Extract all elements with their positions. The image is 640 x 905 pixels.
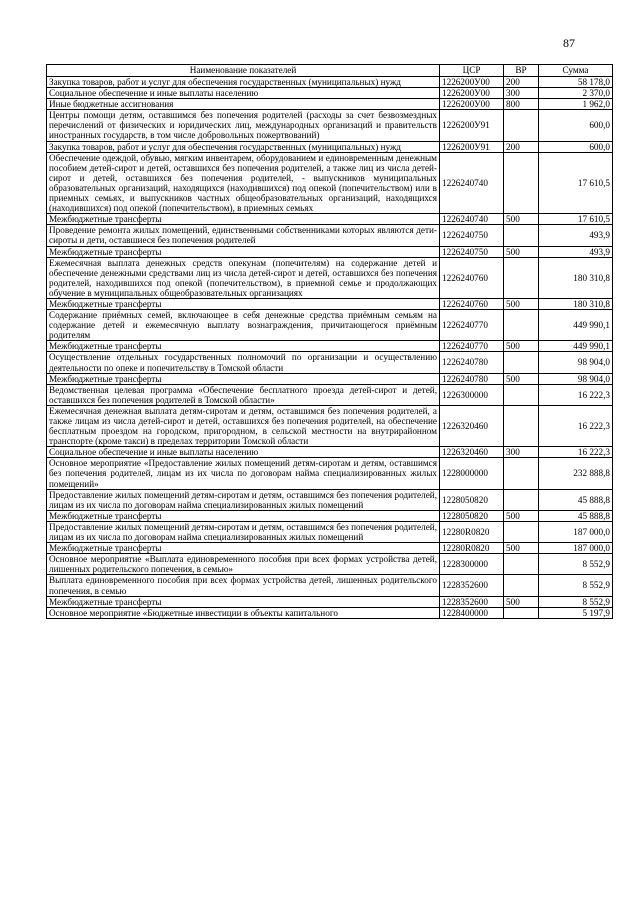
row-sum: 2 370,0 <box>539 88 613 99</box>
row-sum: 187 000,0 <box>539 543 613 554</box>
row-name: Межбюджетные трансферты <box>47 510 440 521</box>
row-vr: 500 <box>504 543 539 554</box>
row-sum: 17 610,5 <box>539 214 613 225</box>
row-sum: 45 888,8 <box>539 489 613 510</box>
row-vr <box>504 521 539 542</box>
table-row <box>47 298 613 309</box>
row-name: Межбюджетные трансферты <box>47 214 440 225</box>
row-name: Основное мероприятие «Выплата единовременного пособия при всех формах устройства детей, лишенных родительского попечения, в семью» <box>47 554 440 575</box>
row-sum: 16 222,3 <box>539 447 613 458</box>
row-name: Иные бюджетные ассигнования <box>47 99 440 110</box>
table-row <box>47 352 613 373</box>
row-name: Ежемесячная денежная выплата детям-сиротам и детям, оставшимся без попечения родителей, а также лицам из числа детей-сирот и детей, оставшихся без попечения родителей, на обеспечение бесплатным проездом на городском, пригородном, в сельской местности на внутрирайонном транспорте (кроме такси) в пределах территории Томской области <box>47 405 440 446</box>
row-sum: 45 888,8 <box>539 510 613 521</box>
row-sum: 187 000,0 <box>539 521 613 542</box>
row-csr: 1228050820 <box>440 489 504 510</box>
row-csr: 1226240760 <box>440 257 504 298</box>
table-row <box>47 88 613 99</box>
row-csr: 1226240780 <box>440 352 504 373</box>
row-vr: 800 <box>504 99 539 110</box>
row-csr: 1226200У91 <box>440 110 504 141</box>
row-sum: 58 178,0 <box>539 77 613 88</box>
table-row <box>47 405 613 446</box>
row-name: Закупка товаров, работ и услуг для обеспечения государственных (муниципальных) нужд <box>47 77 440 88</box>
table-row <box>47 341 613 352</box>
row-name: Межбюджетные трансферты <box>47 596 440 607</box>
row-csr: 1228300000 <box>440 554 504 575</box>
row-name: Межбюджетные трансферты <box>47 373 440 384</box>
row-name: Центры помощи детям, оставшимся без попечения родителей (расходы за счет безвозмездных перечислений от физических и юридических лиц, международных организаций и правительств иностранных государств, в том числе добровольных пожертвований) <box>47 110 440 141</box>
table-row <box>47 596 613 607</box>
row-vr <box>504 554 539 575</box>
table-row <box>47 141 613 152</box>
row-vr <box>504 310 539 341</box>
table-row <box>47 384 613 405</box>
row-sum: 98 904,0 <box>539 373 613 384</box>
table-row <box>47 214 613 225</box>
header-vr: ВР <box>504 65 539 77</box>
row-vr: 300 <box>504 88 539 99</box>
row-csr: 1226240740 <box>440 214 504 225</box>
row-vr: 500 <box>504 596 539 607</box>
table-row <box>47 310 613 341</box>
row-name: Межбюджетные трансферты <box>47 543 440 554</box>
table-row <box>47 225 613 246</box>
row-vr: 500 <box>504 298 539 309</box>
row-name: Социальное обеспечение и иные выплаты населению <box>47 88 440 99</box>
row-csr: 1226240760 <box>440 298 504 309</box>
row-sum: 16 222,3 <box>539 405 613 446</box>
row-csr: 12280R0820 <box>440 543 504 554</box>
row-vr: 200 <box>504 141 539 152</box>
row-sum: 5 197,9 <box>539 607 613 618</box>
row-csr: 1226240740 <box>440 152 504 214</box>
row-sum: 600,0 <box>539 110 613 141</box>
row-csr: 1226200У00 <box>440 77 504 88</box>
row-vr <box>504 352 539 373</box>
row-name: Предоставление жилых помещений детям-сиротам и детям, оставшимся без попечения родителей, лицам из их числа по договорам найма специализированных жилых помещений <box>47 489 440 510</box>
row-csr: 1226200У00 <box>440 99 504 110</box>
row-name: Выплата единовременного пособия при всех формах устройства детей, лишенных родительского попечения, в семью <box>47 575 440 596</box>
row-name: Обеспечение одеждой, обувью, мягким инвентарем, оборудованием и единовременным денежным пособием детей-сирот и детей, оставшихся без попечения родителей, а также лиц из числа детей-сирот и детей, оставшихся без попечения родителей, - выпускников муниципальных образовательных организаций, находящихся (находившихся) под опекой (попечительством) или в приемных семьях, и выпускников частных общеобразовательных организаций, находящихся (находившихся) под опекой (попечительством), в приемных семьях <box>47 152 440 214</box>
row-vr <box>504 489 539 510</box>
row-name: Проведение ремонта жилых помещений, единственными собственниками которых являются дети-сироты и дети, оставшиеся без попечения родителей <box>47 225 440 246</box>
row-vr: 300 <box>504 447 539 458</box>
table-row <box>47 257 613 298</box>
table-row <box>47 246 613 257</box>
table-row <box>47 607 613 618</box>
row-name: Межбюджетные трансферты <box>47 298 440 309</box>
row-sum: 17 610,5 <box>539 152 613 214</box>
row-name: Социальное обеспечение и иные выплаты населению <box>47 447 440 458</box>
table-row <box>47 447 613 458</box>
header-csr: ЦСР <box>440 65 504 77</box>
budget-table <box>46 64 613 619</box>
page-number: 87 <box>563 36 575 50</box>
table-row <box>47 110 613 141</box>
row-csr: 1226200У91 <box>440 141 504 152</box>
row-vr <box>504 152 539 214</box>
table-row <box>47 543 613 554</box>
row-sum: 98 904,0 <box>539 352 613 373</box>
row-name: Основное мероприятие «Предоставление жилых помещений детям-сиротам и детям, оставшимся без попечения родителей, лицам из их числа по договорам найма специализированных жилых помещений» <box>47 458 440 489</box>
header-sum: Сумма <box>539 65 613 77</box>
row-csr: 1226320460 <box>440 447 504 458</box>
table-body <box>47 77 613 619</box>
row-vr <box>504 405 539 446</box>
row-name: Закупка товаров, работ и услуг для обеспечения государственных (муниципальных) нужд <box>47 141 440 152</box>
table-row <box>47 575 613 596</box>
row-vr: 500 <box>504 341 539 352</box>
row-csr: 1226240770 <box>440 341 504 352</box>
row-name: Предоставление жилых помещений детям-сиротам и детям, оставшимся без попечения родителей, лицам из их числа по договорам найма специализированных жилых помещений <box>47 521 440 542</box>
table-row <box>47 521 613 542</box>
row-csr: 1228352600 <box>440 575 504 596</box>
row-name: Ежемесячная выплата денежных средств опекунам (попечителям) на содержание детей и обеспечение денежными средствами лиц из числа детей-сирот и детей, оставшихся без попечения родителей, находившихся под опекой (попечительством), в приемной семье и продолжающих обучение в муниципальных общеобразовательных организациях <box>47 257 440 298</box>
row-vr: 500 <box>504 510 539 521</box>
row-csr: 1226300000 <box>440 384 504 405</box>
row-sum: 8 552,9 <box>539 554 613 575</box>
row-vr <box>504 110 539 141</box>
row-csr: 1226320460 <box>440 405 504 446</box>
row-name: Межбюджетные трансферты <box>47 341 440 352</box>
row-csr: 1226240770 <box>440 310 504 341</box>
table-row <box>47 77 613 88</box>
row-sum: 16 222,3 <box>539 384 613 405</box>
row-name: Межбюджетные трансферты <box>47 246 440 257</box>
row-sum: 449 990,1 <box>539 310 613 341</box>
row-csr: 1226240780 <box>440 373 504 384</box>
row-vr: 500 <box>504 373 539 384</box>
table-row <box>47 373 613 384</box>
row-sum: 180 310,8 <box>539 298 613 309</box>
row-sum: 493,9 <box>539 246 613 257</box>
row-vr <box>504 575 539 596</box>
row-name: Основное мероприятие «Бюджетные инвестиции в объекты капитального <box>47 607 440 618</box>
row-sum: 8 552,9 <box>539 596 613 607</box>
row-csr: 1226200У00 <box>440 88 504 99</box>
row-vr: 500 <box>504 214 539 225</box>
row-vr <box>504 607 539 618</box>
row-name: Ведомственная целевая программа «Обеспечение бесплатного проезда детей-сирот и детей, оставшихся без попечения родителей в Томской области» <box>47 384 440 405</box>
row-csr: 1228050820 <box>440 510 504 521</box>
row-csr: 1228000000 <box>440 458 504 489</box>
row-sum: 1 962,0 <box>539 99 613 110</box>
row-sum: 232 888,8 <box>539 458 613 489</box>
row-sum: 180 310,8 <box>539 257 613 298</box>
row-sum: 449 990,1 <box>539 341 613 352</box>
row-csr: 1228400000 <box>440 607 504 618</box>
row-sum: 493,9 <box>539 225 613 246</box>
row-vr: 200 <box>504 77 539 88</box>
row-vr <box>504 225 539 246</box>
row-vr <box>504 257 539 298</box>
row-csr: 1228352600 <box>440 596 504 607</box>
header-name: Наименование показателей <box>47 65 440 77</box>
row-sum: 8 552,9 <box>539 575 613 596</box>
row-name: Содержание приёмных семей, включающее в себя денежные средства приёмным семьям на содержание детей и ежемесячную выплату вознаграждения, причитающегося приёмным родителям <box>47 310 440 341</box>
row-vr <box>504 384 539 405</box>
table-header-row <box>47 65 613 77</box>
row-vr <box>504 458 539 489</box>
table-row <box>47 99 613 110</box>
row-csr: 1226240750 <box>440 246 504 257</box>
table-row <box>47 554 613 575</box>
row-name: Осуществление отдельных государственных полномочий по организации и осуществлению деятельности по опеке и попечительству в Томской области <box>47 352 440 373</box>
row-csr: 1226240750 <box>440 225 504 246</box>
table-row <box>47 458 613 489</box>
table-row <box>47 489 613 510</box>
row-sum: 600,0 <box>539 141 613 152</box>
row-vr: 500 <box>504 246 539 257</box>
row-csr: 12280R0820 <box>440 521 504 542</box>
table-row <box>47 152 613 214</box>
table-row <box>47 510 613 521</box>
